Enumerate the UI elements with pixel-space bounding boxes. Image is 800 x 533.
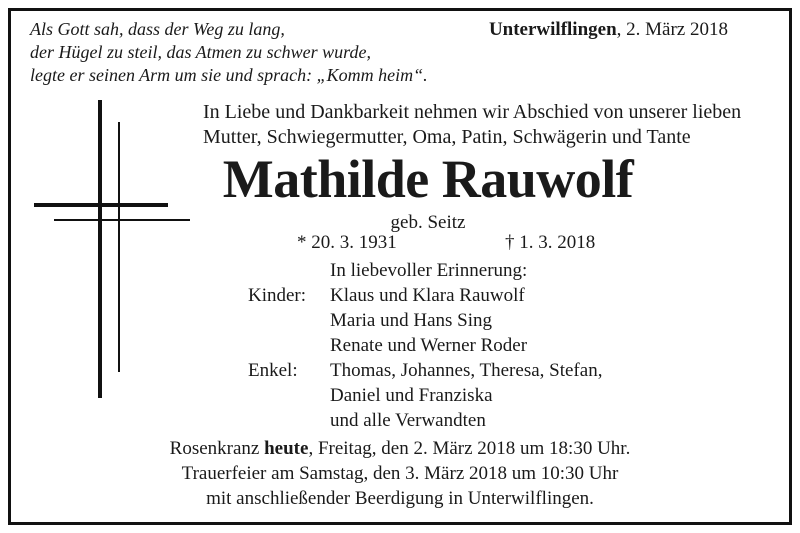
list-item — [248, 258, 602, 283]
mourners-list — [248, 258, 602, 433]
child-entry: Maria und Hans Sing — [330, 310, 493, 331]
list-item — [248, 308, 602, 333]
grandchild-entry: Thomas, Johannes, Theresa, Stefan, — [330, 360, 603, 381]
cross-beam-vertical-thin — [118, 122, 120, 372]
death-date: † 1. 3. 2018 — [505, 232, 596, 253]
intro-line: Mutter, Schwiegermutter, Oma, Patin, Schwägerin und Tante — [203, 126, 691, 148]
rosary-line: Rosenkranz heute, Freitag, den 2. März 2018 um 18:30 Uhr. — [169, 438, 631, 459]
intro-text — [203, 100, 741, 150]
place-date — [489, 18, 728, 41]
funeral-line: Trauerfeier am Samstag, den 3. März 2018 um 10:30 Uhr — [181, 463, 619, 484]
poem-line: der Hügel zu steil, das Atmen zu schwer wurde, — [30, 42, 371, 62]
deceased-name: Mathilde Rauwolf — [222, 149, 634, 209]
list-item — [248, 383, 602, 408]
rosary-highlight: heute — [264, 438, 309, 459]
cross-beam-horizontal — [34, 203, 168, 207]
children-label: Kinder: — [248, 285, 307, 306]
burial-line: mit anschließender Beerdigung in Unterwilflingen. — [206, 488, 594, 509]
child-entry: Klaus und Klara Rauwolf — [330, 285, 525, 306]
poem — [30, 18, 428, 87]
cross-beam-horizontal-thin — [54, 219, 190, 221]
list-item — [248, 358, 602, 383]
relatives-line: und alle Verwandten — [330, 410, 486, 431]
service-details — [0, 436, 800, 511]
poem-line: legte er seinen Arm um sie und sprach: „Komm heim“. — [30, 65, 428, 85]
grandchildren-label: Enkel: — [248, 360, 298, 381]
cross-icon — [34, 100, 194, 400]
date: , 2. März 2018 — [616, 19, 728, 40]
grandchild-entry: Daniel und Franziska — [330, 385, 493, 406]
list-item — [248, 333, 602, 358]
list-item — [248, 283, 602, 308]
intro-line: In Liebe und Dankbarkeit nehmen wir Abschied von unserer lieben — [203, 101, 742, 123]
birth-name: geb. Seitz — [390, 212, 466, 233]
list-item — [248, 408, 602, 433]
child-entry: Renate und Werner Roder — [330, 335, 528, 356]
place: Unterwilflingen — [488, 19, 617, 40]
birth-date: * 20. 3. 1931 — [297, 232, 397, 253]
memory-line: In liebevoller Erinnerung: — [330, 260, 528, 281]
poem-line: Als Gott sah, dass der Weg zu lang, — [30, 19, 285, 39]
cross-beam-vertical — [98, 100, 102, 398]
